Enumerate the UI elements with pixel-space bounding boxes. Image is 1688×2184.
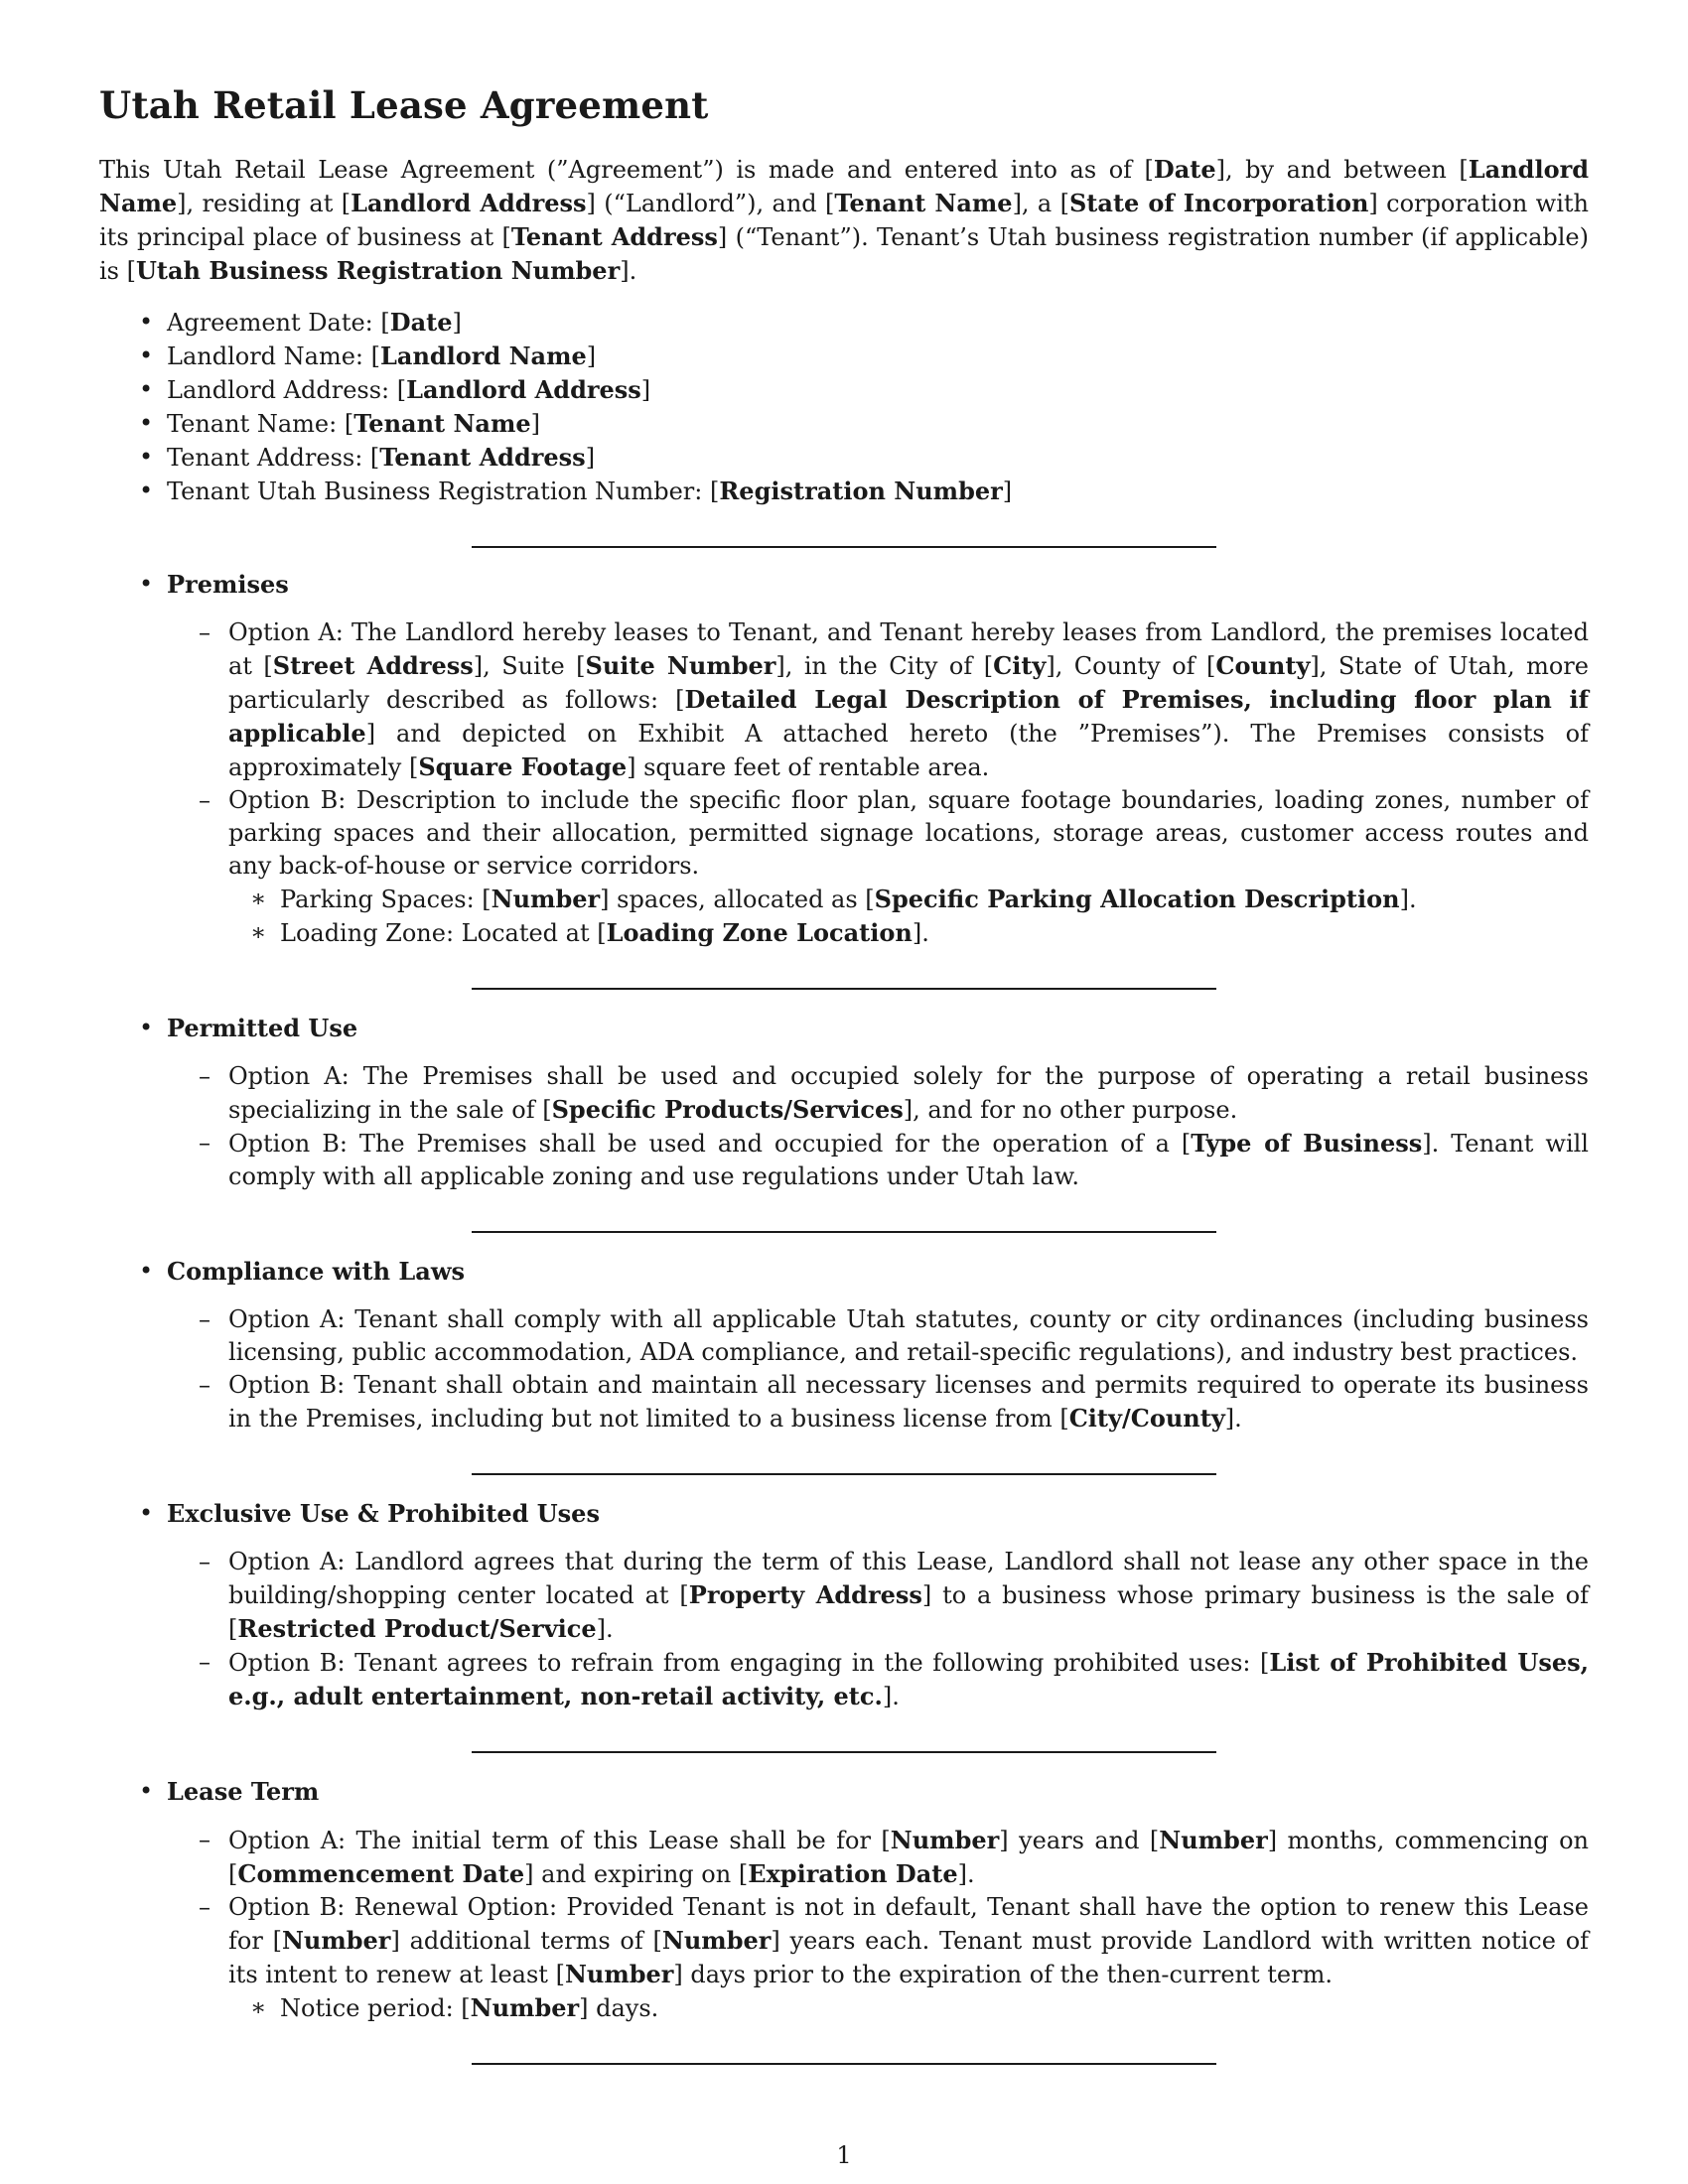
divider	[472, 1751, 1216, 1753]
compliance-option-b: – Option B: Tenant shall obtain and maintain all necessary licenses and permits required to operate its business in the Premises, including but not limited to a business license from [City/County].	[99, 1369, 1589, 1435]
intro-paragraph: This Utah Retail Lease Agreement (”Agreement”) is made and entered into as of [Date], by and between [Landlord Name], residing at [Landlord Address] (“Landlord”), and [Tenant Name], a [State of Incorporation] corporation with its principal place of business at [Tenant Address] (“Tenant”). Tenant’s Utah business registration number (if applicable) is [Utah Business Registration Number].	[99, 155, 1590, 285]
party-item-landlord-address: • Landlord Address: [Landlord Address]	[99, 373, 1589, 407]
lease-term-option-b: – Option B: Renewal Option: Provided Tenant is not in default, Tenant shall have the option to renew this Lease for [Number] additional terms of [Number] years each. Tenant must provide Landlord with written notice of its intent to renew at least [Number] days prior to the expiration of the then-current term.	[99, 1891, 1589, 1991]
section-compliance	[99, 1255, 1589, 1435]
divider	[472, 1231, 1216, 1233]
party-item-landlord-name: • Landlord Name: [Landlord Name]	[99, 340, 1589, 373]
divider	[472, 1473, 1216, 1475]
document-page	[99, 83, 1589, 2065]
premises-parking-item: ∗ Parking Spaces: [Number] spaces, allocated as [Specific Parking Allocation Description].	[99, 883, 1589, 916]
premises-loading-item: ∗ Loading Zone: Located at [Loading Zone Location].	[99, 916, 1589, 950]
exclusive-option-a: – Option A: Landlord agrees that during the term of this Lease, Landlord shall not lease any other space in the building/shopping center located at [Property Address] to a business whose primary business is the sale of [Restricted Product/Service].	[99, 1546, 1589, 1646]
party-item-tenant-address: • Tenant Address: [Tenant Address]	[99, 441, 1589, 475]
compliance-option-a: – Option A: Tenant shall comply with all applicable Utah statutes, county or city ordinances (including business licensing, public accommodation, ADA compliance, and retail-specific regulations), and industry best practices.	[99, 1303, 1589, 1369]
permitted-use-option-a: – Option A: The Premises shall be used and occupied solely for the purpose of operating a retail business specializing in the sale of [Specific Products/Services], and for no other purpose.	[99, 1060, 1589, 1127]
section-title-exclusive-use: • Exclusive Use & Prohibited Uses	[99, 1497, 1589, 1530]
section-exclusive-use	[99, 1497, 1589, 1713]
section-lease-term	[99, 1775, 1589, 2025]
exclusive-option-b: – Option B: Tenant agrees to refrain from engaging in the following prohibited uses: [List of Prohibited Uses, e.g., adult entertainment, non-retail activity, etc.].	[99, 1646, 1589, 1713]
section-title-premises: • Premises	[99, 568, 1589, 601]
premises-option-b: – Option B: Description to include the specific floor plan, square footage boundaries, loading zones, number of parking spaces and their allocation, permitted signage locations, storage areas, customer access routes and any back-of-house or service corridors.	[99, 784, 1589, 883]
section-permitted-use	[99, 1012, 1589, 1193]
section-title-compliance: • Compliance with Laws	[99, 1255, 1589, 1288]
party-item-date: • Agreement Date: [Date]	[99, 306, 1589, 340]
permitted-use-option-b: – Option B: The Premises shall be used and occupied for the operation of a [Type of Business]. Tenant will comply with all applicable zoning and use regulations under Utah law.	[99, 1127, 1589, 1193]
document-title: Utah Retail Lease Agreement	[99, 83, 709, 127]
divider	[472, 988, 1216, 990]
page-number: 1	[836, 2141, 852, 2169]
party-item-registration: • Tenant Utah Business Registration Number: [Registration Number]	[99, 475, 1589, 508]
party-item-tenant-name: • Tenant Name: [Tenant Name]	[99, 407, 1589, 441]
section-title-permitted-use: • Permitted Use	[99, 1012, 1589, 1044]
section-title-lease-term: • Lease Term	[99, 1775, 1589, 1808]
divider	[472, 546, 1216, 548]
parties-list	[99, 306, 1589, 508]
premises-option-a: – Option A: The Landlord hereby leases to Tenant, and Tenant hereby leases from Landlord, the premises located at [Street Address], Suite [Suite Number], in the City of [City], County of [County], State of Utah, more particularly described as follows: [Detailed Legal Description of Premises, including floor plan if applicable] and depicted on Exhibit A attached hereto (the ”Premises”). The Premises consists of approximately [Square Footage] square feet of rentable area.	[99, 616, 1589, 784]
lease-term-option-a: – Option A: The initial term of this Lease shall be for [Number] years and [Number] months, commencing on [Commencement Date] and expiring on [Expiration Date].	[99, 1824, 1589, 1891]
divider	[472, 2063, 1216, 2065]
section-premises	[99, 568, 1589, 950]
lease-term-notice-item: ∗ Notice period: [Number] days.	[99, 1991, 1589, 2025]
